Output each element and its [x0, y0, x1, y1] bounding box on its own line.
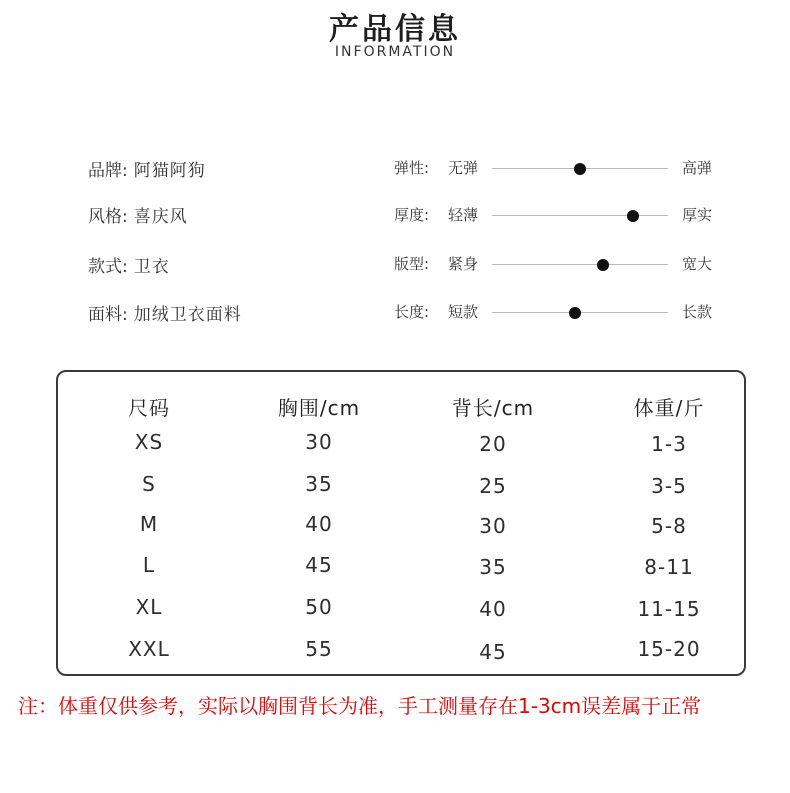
table-cell: 20 — [479, 432, 507, 456]
info-label: 面料: — [88, 305, 128, 325]
table-cell: 40 — [479, 597, 507, 621]
table-cell: 15-20 — [637, 637, 701, 661]
table-cell: 5-8 — [651, 514, 687, 538]
table-cell: 30 — [305, 430, 333, 454]
scale-label: 弹性: — [394, 159, 430, 177]
table-cell: 45 — [479, 640, 507, 664]
info-fabric — [88, 300, 242, 325]
size-table — [56, 370, 746, 676]
info-label: 款式: — [88, 257, 128, 277]
info-value: 加绒卫衣面料 — [133, 305, 242, 325]
table-header-back: 背长/cm — [451, 396, 535, 420]
scale-max-label: 长款 — [682, 303, 713, 321]
scale-min-label: 紧身 — [448, 255, 479, 273]
scale-indicator — [627, 210, 639, 222]
scale-label: 版型: — [394, 255, 430, 273]
scale-indicator — [569, 307, 581, 319]
scale-label: 厚度: — [394, 206, 430, 224]
scale-length — [394, 301, 724, 325]
table-cell: 25 — [479, 474, 507, 498]
table-cell: M — [139, 512, 159, 536]
scale-min-label: 轻薄 — [448, 206, 479, 224]
scale-label: 长度: — [394, 303, 430, 321]
scale-indicator — [597, 259, 609, 271]
table-cell: 45 — [305, 553, 333, 577]
info-type — [88, 252, 170, 277]
info-value: 卫衣 — [133, 257, 170, 277]
info-brand — [88, 156, 206, 181]
scale-elasticity — [394, 157, 724, 181]
info-value: 阿猫阿狗 — [133, 161, 206, 181]
table-header-chest: 胸围/cm — [277, 396, 361, 420]
scale-min-label: 短款 — [448, 303, 479, 321]
table-cell: XL — [135, 595, 163, 619]
table-cell: 35 — [305, 472, 333, 496]
info-label: 风格: — [88, 207, 128, 227]
table-cell: S — [142, 472, 156, 496]
scale-max-label: 宽大 — [682, 255, 713, 273]
table-cell: 50 — [305, 595, 333, 619]
info-style — [88, 202, 188, 227]
table-cell: 1-3 — [651, 432, 687, 456]
table-header-size: 尺码 — [128, 396, 170, 420]
table-cell: 30 — [479, 514, 507, 538]
scale-fit — [394, 253, 724, 277]
info-label: 品牌: — [88, 161, 128, 181]
table-cell: 11-15 — [637, 597, 701, 621]
scale-track — [492, 215, 668, 216]
disclaimer-note: 注：体重仅供参考，实际以胸围背长为准，手工测量存在1-3cm误差属于正常 — [18, 694, 702, 718]
table-cell: XXL — [128, 637, 170, 661]
info-value: 喜庆风 — [133, 207, 188, 227]
table-cell: 55 — [305, 637, 333, 661]
page-subtitle: INFORMATION — [334, 44, 456, 60]
scale-thickness — [394, 204, 724, 228]
table-header-weight: 体重/斤 — [633, 396, 705, 420]
scale-max-label: 厚实 — [682, 206, 713, 224]
table-cell: 40 — [305, 512, 333, 536]
page-title: 产品信息 — [329, 12, 461, 47]
scale-indicator — [574, 163, 586, 175]
table-cell: L — [142, 553, 156, 577]
table-cell: 8-11 — [644, 555, 694, 579]
table-cell: 35 — [479, 555, 507, 579]
scale-min-label: 无弹 — [448, 159, 479, 177]
table-cell: 3-5 — [651, 474, 687, 498]
scale-max-label: 高弹 — [682, 159, 713, 177]
table-cell: XS — [134, 430, 164, 454]
scale-track — [492, 264, 668, 265]
